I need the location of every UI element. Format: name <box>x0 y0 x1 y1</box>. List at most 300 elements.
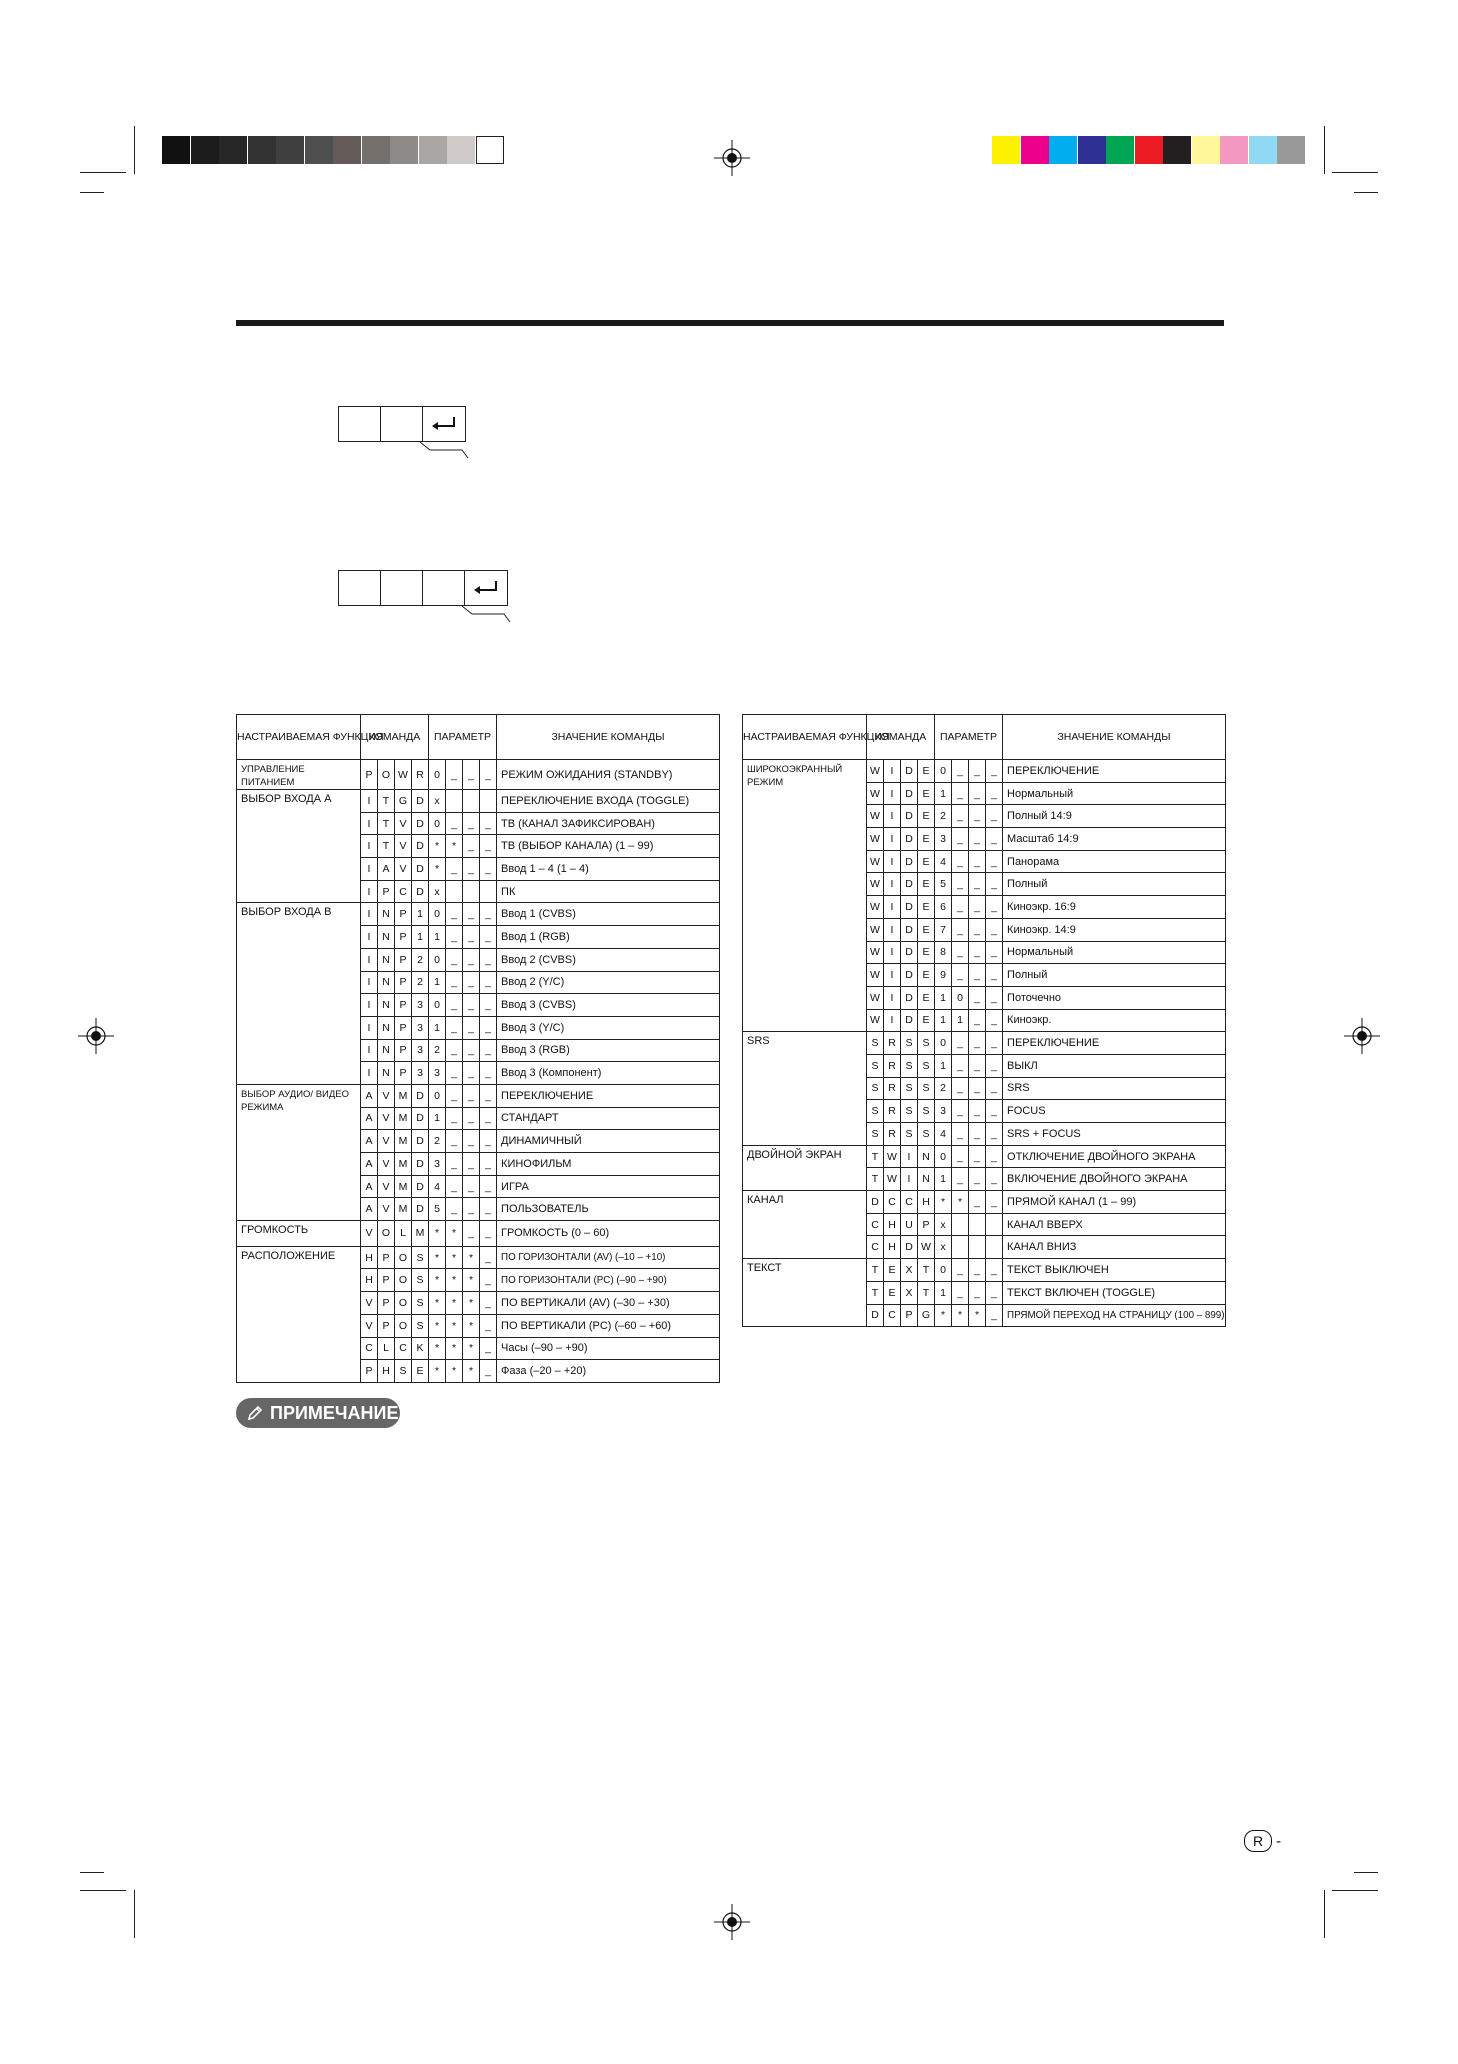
parameter-char: _ <box>952 782 969 805</box>
parameter-char: _ <box>969 1009 986 1032</box>
parameter-char: _ <box>463 1153 480 1176</box>
command-char: E <box>918 941 935 964</box>
parameter-char: 9 <box>935 964 952 987</box>
command-meaning: Ввод 3 (Компонент) <box>497 1062 720 1085</box>
parameter-char: 0 <box>429 812 446 835</box>
header-command: КОМАНДА <box>867 715 935 760</box>
parameter-char: _ <box>952 850 969 873</box>
command-char: P <box>901 1304 918 1327</box>
color-swatch <box>1220 136 1248 164</box>
command-meaning: ПК <box>497 880 720 903</box>
parameter-char: _ <box>480 926 497 949</box>
gray-swatch <box>276 136 304 164</box>
command-table-left <box>236 714 720 1383</box>
crosshair-icon <box>714 140 750 176</box>
command-char: D <box>901 850 918 873</box>
command-char: M <box>395 1153 412 1176</box>
parameter-char <box>480 790 497 813</box>
gray-swatch <box>333 136 361 164</box>
command-char: G <box>395 790 412 813</box>
parameter-char: _ <box>480 1153 497 1176</box>
parameter-char: _ <box>463 926 480 949</box>
function-name: РАСПОЛОЖЕНИЕ <box>237 1246 361 1382</box>
command-char: P <box>378 1292 395 1315</box>
gray-swatch <box>476 136 504 164</box>
command-char: I <box>361 880 378 903</box>
parameter-char: 3 <box>429 1062 446 1085</box>
parameter-char: _ <box>463 1107 480 1130</box>
parameter-char: _ <box>986 1009 1003 1032</box>
parameter-char: _ <box>480 1269 497 1292</box>
command-char: C <box>867 1213 884 1236</box>
parameter-char: 1 <box>935 1168 952 1191</box>
command-char: W <box>884 1168 901 1191</box>
command-char: N <box>918 1168 935 1191</box>
parameter-char: _ <box>446 1016 463 1039</box>
parameter-char: _ <box>969 1032 986 1055</box>
gray-swatch <box>419 136 447 164</box>
command-char: D <box>901 828 918 851</box>
parameter-char: 1 <box>935 986 952 1009</box>
command-char: I <box>361 858 378 881</box>
parameter-char: * <box>429 835 446 858</box>
command-char: P <box>361 1360 378 1383</box>
parameter-char: 1 <box>429 1016 446 1039</box>
command-char: A <box>361 1130 378 1153</box>
command-char: D <box>412 1175 429 1198</box>
parameter-char: 3 <box>935 828 952 851</box>
parameter-char: _ <box>463 994 480 1017</box>
function-name: ВЫБОР АУДИО/ ВИДЕО РЕЖИМА <box>237 1084 361 1220</box>
parameter-char: _ <box>986 1281 1003 1304</box>
command-char: W <box>867 918 884 941</box>
parameter-char: _ <box>986 1100 1003 1123</box>
command-char: 1 <box>412 926 429 949</box>
command-char: D <box>412 1130 429 1153</box>
command-char: S <box>901 1100 918 1123</box>
parameter-char: _ <box>446 903 463 926</box>
parameter-char: _ <box>986 873 1003 896</box>
command-char: 3 <box>412 1016 429 1039</box>
command-meaning: Киноэкр. 14:9 <box>1003 918 1226 941</box>
gray-swatch <box>219 136 247 164</box>
command-meaning: ТВ (ВЫБОР КАНАЛА) (1 – 99) <box>497 835 720 858</box>
parameter-char: _ <box>969 941 986 964</box>
parameter-char: _ <box>986 850 1003 873</box>
command-char: P <box>378 1314 395 1337</box>
command-char: I <box>361 1016 378 1039</box>
crosshair-icon <box>714 1904 750 1940</box>
command-char: V <box>395 858 412 881</box>
command-table-right <box>742 714 1226 1327</box>
parameter-char <box>446 880 463 903</box>
command-char: A <box>361 1153 378 1176</box>
parameter-char: _ <box>463 835 480 858</box>
command-char: V <box>395 812 412 835</box>
parameter-char: _ <box>446 1130 463 1153</box>
command-char: P <box>395 994 412 1017</box>
parameter-char: _ <box>969 1281 986 1304</box>
format-cell <box>423 571 465 605</box>
header-parameter: ПАРАМЕТР <box>935 715 1003 760</box>
command-char: N <box>378 994 395 1017</box>
table-row <box>237 790 720 813</box>
table-row <box>237 1246 720 1269</box>
command-char: S <box>918 1123 935 1146</box>
format-cell <box>339 407 381 441</box>
command-char: D <box>901 760 918 783</box>
command-char: P <box>918 1213 935 1236</box>
command-meaning: КАНАЛ ВНИЗ <box>1003 1236 1226 1259</box>
parameter-char: _ <box>986 1077 1003 1100</box>
command-meaning: Нормальный <box>1003 782 1226 805</box>
parameter-char: * <box>463 1246 480 1269</box>
gray-swatch <box>390 136 418 164</box>
function-name: КАНАЛ <box>743 1191 867 1259</box>
parameter-char: * <box>446 1292 463 1315</box>
parameter-char: 4 <box>935 1123 952 1146</box>
command-char: I <box>884 986 901 1009</box>
parameter-char: _ <box>952 873 969 896</box>
command-char: I <box>884 896 901 919</box>
parameter-char: * <box>463 1292 480 1315</box>
parameter-char: _ <box>952 1259 969 1282</box>
parameter-char: 0 <box>429 948 446 971</box>
command-char: D <box>412 1107 429 1130</box>
command-char: D <box>901 941 918 964</box>
parameter-char: _ <box>952 896 969 919</box>
command-meaning: ДИНАМИЧНЫЙ <box>497 1130 720 1153</box>
parameter-char: 8 <box>935 941 952 964</box>
command-meaning: FOCUS <box>1003 1100 1226 1123</box>
parameter-char: _ <box>986 1191 1003 1214</box>
function-name: ТЕКСТ <box>743 1259 867 1327</box>
parameter-char: _ <box>986 986 1003 1009</box>
parameter-char: _ <box>463 812 480 835</box>
table-row <box>743 1259 1226 1282</box>
command-meaning: ПО ВЕРТИКАЛИ (PC) (–60 – +60) <box>497 1314 720 1337</box>
command-char: A <box>361 1084 378 1107</box>
parameter-char <box>463 790 480 813</box>
command-char: T <box>867 1281 884 1304</box>
command-meaning: ТВ (КАНАЛ ЗАФИКСИРОВАН) <box>497 812 720 835</box>
command-char: V <box>378 1107 395 1130</box>
parameter-char: _ <box>952 918 969 941</box>
command-meaning: ОТКЛЮЧЕНИЕ ДВОЙНОГО ЭКРАНА <box>1003 1145 1226 1168</box>
parameter-char: x <box>935 1236 952 1259</box>
parameter-char: _ <box>463 948 480 971</box>
command-char: A <box>361 1175 378 1198</box>
parameter-char: 2 <box>935 805 952 828</box>
command-char: I <box>884 828 901 851</box>
command-char: D <box>901 986 918 1009</box>
table-row <box>237 760 720 790</box>
command-char: I <box>361 926 378 949</box>
command-char: H <box>884 1213 901 1236</box>
table-row <box>743 1145 1226 1168</box>
command-char: I <box>884 805 901 828</box>
parameter-char: _ <box>986 1304 1003 1327</box>
command-char: I <box>884 941 901 964</box>
command-char: P <box>378 1269 395 1292</box>
parameter-char: _ <box>986 1054 1003 1077</box>
function-name: SRS <box>743 1032 867 1145</box>
table-row <box>743 1032 1226 1055</box>
parameter-char: _ <box>446 1039 463 1062</box>
parameter-char: * <box>446 1314 463 1337</box>
gray-swatch <box>162 136 190 164</box>
parameter-char: 4 <box>935 850 952 873</box>
command-char: W <box>867 873 884 896</box>
command-char: O <box>378 1221 395 1247</box>
parameter-char: _ <box>969 1077 986 1100</box>
command-char: V <box>378 1198 395 1221</box>
command-char: O <box>395 1314 412 1337</box>
color-swatch <box>1277 136 1305 164</box>
command-meaning: ПОЛЬЗОВАТЕЛЬ <box>497 1198 720 1221</box>
command-char: D <box>901 805 918 828</box>
parameter-char: 1 <box>429 926 446 949</box>
command-char: S <box>867 1077 884 1100</box>
parameter-char: _ <box>952 1077 969 1100</box>
table-row <box>743 1191 1226 1214</box>
command-char: S <box>901 1123 918 1146</box>
header-meaning: ЗНАЧЕНИЕ КОМАНДЫ <box>497 715 720 760</box>
function-name: ГРОМКОСТЬ <box>237 1221 361 1247</box>
parameter-char: _ <box>480 1198 497 1221</box>
parameter-char: x <box>429 880 446 903</box>
command-char: T <box>378 790 395 813</box>
command-meaning: ПРЯМОЙ ПЕРЕХОД НА СТРАНИЦУ (100 – 899) <box>1003 1304 1226 1327</box>
parameter-char: 0 <box>429 760 446 790</box>
parameter-char: _ <box>952 1145 969 1168</box>
parameter-char: * <box>952 1191 969 1214</box>
command-char: E <box>918 986 935 1009</box>
command-char: I <box>901 1145 918 1168</box>
command-char: L <box>378 1337 395 1360</box>
command-char: 1 <box>412 903 429 926</box>
parameter-char: 5 <box>935 873 952 896</box>
command-char: M <box>412 1221 429 1247</box>
parameter-char: 5 <box>429 1198 446 1221</box>
command-char: D <box>412 790 429 813</box>
parameter-char: _ <box>480 1062 497 1085</box>
command-char: W <box>867 782 884 805</box>
parameter-char: _ <box>969 1054 986 1077</box>
command-char: E <box>918 782 935 805</box>
command-meaning: Фаза (–20 – +20) <box>497 1360 720 1383</box>
parameter-char: _ <box>952 805 969 828</box>
command-char: 2 <box>412 948 429 971</box>
command-char: V <box>361 1314 378 1337</box>
command-char: I <box>884 964 901 987</box>
parameter-char: _ <box>986 760 1003 783</box>
parameter-char: _ <box>480 1221 497 1247</box>
command-char: E <box>884 1259 901 1282</box>
command-char: I <box>884 760 901 783</box>
parameter-char: 0 <box>935 1032 952 1055</box>
format-cell <box>381 571 423 605</box>
command-char: N <box>918 1145 935 1168</box>
parameter-char: * <box>446 1269 463 1292</box>
command-char: D <box>901 918 918 941</box>
command-char: I <box>901 1168 918 1191</box>
command-char: R <box>884 1077 901 1100</box>
parameter-char <box>463 880 480 903</box>
command-format-diagram <box>338 570 508 606</box>
parameter-char <box>986 1213 1003 1236</box>
command-meaning: Киноэкр. 16:9 <box>1003 896 1226 919</box>
parameter-char: _ <box>446 1062 463 1085</box>
command-char: T <box>918 1281 935 1304</box>
note-badge <box>236 1398 400 1428</box>
parameter-char: _ <box>463 971 480 994</box>
command-meaning: Панорама <box>1003 850 1226 873</box>
parameter-char: _ <box>446 760 463 790</box>
command-meaning: Полный 14:9 <box>1003 805 1226 828</box>
command-char: 2 <box>412 971 429 994</box>
function-name: УПРАВЛЕНИЕ ПИТАНИЕМ <box>237 760 361 790</box>
command-char: 3 <box>412 1062 429 1085</box>
parameter-char: 1 <box>935 1009 952 1032</box>
parameter-char: _ <box>952 1123 969 1146</box>
parameter-char: 0 <box>935 760 952 783</box>
parameter-char: _ <box>446 858 463 881</box>
command-char: W <box>867 941 884 964</box>
command-char: S <box>901 1077 918 1100</box>
parameter-char: _ <box>986 1168 1003 1191</box>
command-char: V <box>378 1084 395 1107</box>
parameter-char: * <box>446 1337 463 1360</box>
command-char: D <box>412 880 429 903</box>
parameter-char: 4 <box>429 1175 446 1198</box>
command-char: E <box>918 964 935 987</box>
parameter-char: 1 <box>429 1107 446 1130</box>
command-char: D <box>901 782 918 805</box>
parameter-char: _ <box>969 782 986 805</box>
command-char: I <box>361 1062 378 1085</box>
parameter-char: _ <box>463 1198 480 1221</box>
command-char: O <box>395 1246 412 1269</box>
parameter-char: _ <box>969 828 986 851</box>
parameter-char <box>969 1213 986 1236</box>
parameter-char: _ <box>463 1130 480 1153</box>
parameter-char: _ <box>480 1130 497 1153</box>
command-char: T <box>378 812 395 835</box>
page-suffix: - <box>1276 1833 1282 1850</box>
command-char: P <box>378 880 395 903</box>
command-meaning: ПО ГОРИЗОНТАЛИ (AV) (–10 – +10) <box>497 1246 720 1269</box>
command-char: I <box>884 850 901 873</box>
command-char: P <box>395 971 412 994</box>
parameter-char: _ <box>986 1145 1003 1168</box>
parameter-char: _ <box>463 903 480 926</box>
command-char: D <box>901 964 918 987</box>
parameter-char: _ <box>446 812 463 835</box>
command-char: P <box>395 1016 412 1039</box>
command-meaning: Полный <box>1003 964 1226 987</box>
callout-line <box>460 604 510 624</box>
command-meaning: Нормальный <box>1003 941 1226 964</box>
command-char: I <box>884 918 901 941</box>
command-char: I <box>361 1039 378 1062</box>
parameter-char <box>952 1236 969 1259</box>
command-meaning: Ввод 1 (CVBS) <box>497 903 720 926</box>
parameter-char: 1 <box>952 1009 969 1032</box>
section-rule <box>236 320 1224 326</box>
function-name: ВЫБОР ВХОДА B <box>237 903 361 1085</box>
parameter-char: _ <box>446 1107 463 1130</box>
parameter-char: _ <box>969 873 986 896</box>
command-char: A <box>361 1198 378 1221</box>
table-row <box>237 1084 720 1107</box>
command-char: R <box>884 1032 901 1055</box>
command-char: X <box>901 1259 918 1282</box>
command-char: S <box>867 1100 884 1123</box>
command-char: I <box>361 948 378 971</box>
command-char: E <box>918 1009 935 1032</box>
command-char: S <box>918 1077 935 1100</box>
command-char: N <box>378 926 395 949</box>
color-swatch <box>1078 136 1106 164</box>
parameter-char: _ <box>446 948 463 971</box>
parameter-char: * <box>969 1304 986 1327</box>
command-char: H <box>884 1236 901 1259</box>
parameter-char: _ <box>969 1145 986 1168</box>
command-char: W <box>867 986 884 1009</box>
command-char: M <box>395 1130 412 1153</box>
command-char: E <box>884 1281 901 1304</box>
command-char: I <box>361 994 378 1017</box>
region-badge: R <box>1244 1830 1272 1852</box>
crosshair-icon <box>78 1018 114 1054</box>
command-char: N <box>378 1062 395 1085</box>
command-char: W <box>867 964 884 987</box>
command-char: P <box>395 926 412 949</box>
command-meaning: ПО ГОРИЗОНТАЛИ (PC) (–90 – +90) <box>497 1269 720 1292</box>
command-char: H <box>918 1191 935 1214</box>
parameter-char: _ <box>986 1032 1003 1055</box>
command-char: D <box>901 896 918 919</box>
parameter-char: _ <box>480 858 497 881</box>
parameter-char: 2 <box>429 1039 446 1062</box>
parameter-char: _ <box>986 805 1003 828</box>
parameter-char: _ <box>986 918 1003 941</box>
command-char: N <box>378 1039 395 1062</box>
command-meaning: ТЕКСТ ВКЛЮЧЕН (TOGGLE) <box>1003 1281 1226 1304</box>
parameter-char: * <box>429 1292 446 1315</box>
command-char: D <box>412 1198 429 1221</box>
command-meaning: Масштаб 14:9 <box>1003 828 1226 851</box>
command-meaning: ВКЛЮЧЕНИЕ ДВОЙНОГО ЭКРАНА <box>1003 1168 1226 1191</box>
command-char: D <box>412 858 429 881</box>
parameter-char: _ <box>463 1039 480 1062</box>
command-char: W <box>867 760 884 783</box>
parameter-char: 2 <box>429 1130 446 1153</box>
parameter-char: _ <box>986 782 1003 805</box>
parameter-char: _ <box>446 994 463 1017</box>
color-swatch <box>1249 136 1277 164</box>
command-char: E <box>918 918 935 941</box>
parameter-char: _ <box>463 1221 480 1247</box>
command-char: 3 <box>412 994 429 1017</box>
command-char: V <box>361 1221 378 1247</box>
parameter-char: * <box>429 1314 446 1337</box>
parameter-char: _ <box>463 1175 480 1198</box>
parameter-char: _ <box>952 1281 969 1304</box>
parameter-char: _ <box>446 971 463 994</box>
command-meaning: КИНОФИЛЬМ <box>497 1153 720 1176</box>
